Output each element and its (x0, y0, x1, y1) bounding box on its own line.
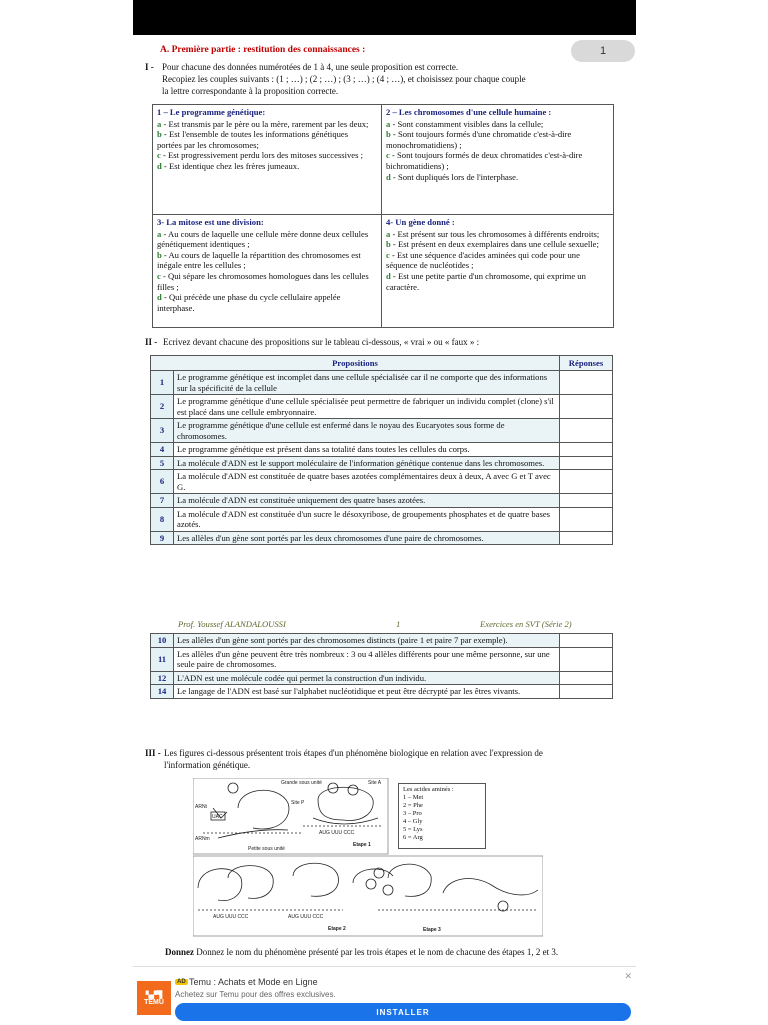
proposition-text: Le programme génétique est présent dans sa totalité dans toutes les cellules du corps. (174, 443, 560, 457)
table-row (151, 443, 613, 457)
footer-author: Prof. Youssef ALANDALOUSSI (178, 619, 286, 629)
qcm-option: b - Est l'ensemble de toutes les informations génétiques portées par les chromosomes; (157, 129, 349, 150)
amino-item: 1 – Met (403, 794, 424, 801)
q3-number: III - (145, 748, 161, 758)
q1-line1: Pour chacune des données numérotées de 1 à 4, une seule proposition est correcte. (162, 62, 459, 72)
row-number: 14 (151, 685, 174, 699)
qcm-option: c - Est progressivement perdu lors des mitoses successives ; (157, 150, 363, 161)
qcm-option: a - Sont constamment visibles dans la cellule; (386, 118, 544, 129)
qcm-option: d - Est une petite partie d'un chromosome, qui exprime un caractère. (386, 270, 586, 292)
answer-cell[interactable] (560, 470, 613, 494)
row-number: 1 (151, 371, 174, 395)
qcm-box-3 (153, 215, 378, 323)
row-number: 6 (151, 470, 174, 494)
row-number: 7 (151, 494, 174, 508)
right-margin (636, 0, 768, 1024)
label-uac: UAC (212, 814, 223, 820)
label-codons-3: AUG UUU CCC (288, 914, 324, 920)
qcm-option: a - Est transmis par le père ou la mère, rarement par les deux; (157, 118, 369, 129)
row-number: 3 (151, 419, 174, 443)
col-propositions: Propositions (151, 356, 560, 371)
section-a-heading: A. Première partie : restitution des connaissances : (160, 45, 366, 55)
answer-cell[interactable] (560, 371, 613, 395)
ad-banner[interactable] (133, 966, 636, 1025)
qcm-option: d - Est identique chez les frères jumeaux. (157, 160, 300, 171)
q1-line2: Recopiez les couples suivants : (1 ; …) ; (2 ; …) ; (3 ; …) ; (4 ; …), et choisissez pour chaque couple (162, 74, 526, 84)
ad-tag: AD (177, 979, 186, 985)
qcm-option: c - Qui sépare les chromosomes homologues dans les cellules filles ; (157, 270, 369, 292)
qcm-option: a - Au cours de laquelle une cellule mère donne deux cellules génétiquement identiques ; (157, 228, 369, 250)
q1-number: I - (145, 62, 154, 72)
close-icon[interactable]: ✕ (624, 971, 632, 981)
qcm-box-4 (382, 215, 607, 323)
proposition-text: Le programme génétique est incomplet dans une cellule spécialisée car il ne comporte que des informations sur la spécificité de la cellule (174, 371, 560, 395)
answer-cell[interactable] (560, 634, 613, 648)
answer-cell[interactable] (560, 507, 613, 531)
proposition-text: Les allèles d'un gène sont portés par les deux chromosomes d'une paire de chromosomes. (174, 531, 560, 545)
ad-title[interactable]: Temu : Achats et Mode en Ligne (189, 977, 318, 987)
proposition-text: La molécule d'ADN est constituée uniquement des quatre bases azotées. (174, 494, 560, 508)
q1-line3: la lettre correspondante à la proposition correcte. (162, 86, 339, 96)
install-button[interactable]: INSTALLER (175, 1003, 631, 1021)
q3-line1: Les figures ci-dessous présentent trois étapes d'un phénomène biologique en relation avec l'expression de (164, 748, 543, 758)
qcm-box-title: 1 – Le programme génétique: (157, 107, 266, 117)
table-row (151, 671, 613, 685)
label-petite-sous-unite: Petite sous unité (248, 846, 285, 852)
qcm-option: a - Est présent sur tous les chromosomes à différents endroits; (386, 228, 600, 239)
proposition-text: Le programme génétique d'une cellule spécialisée peut permettre de fabriquer un individu complet (clone) s'il est placé dans une cellule embryonnaire. (174, 395, 560, 419)
answer-cell[interactable] (560, 419, 613, 443)
label-arnm: ARNm (195, 836, 210, 842)
label-etape-1: Etape 1 (353, 842, 371, 848)
temu-logo[interactable]: ▚▞▜ TEMU (137, 981, 171, 1015)
qcm-option: c - Est une séquence d'acides aminées qui code pour une séquence de nucléotides ; (386, 249, 580, 271)
left-margin (0, 0, 133, 1024)
proposition-text: Le langage de l'ADN est basé sur l'alphabet nucléotidique et peut être décrypté par les êtres vivants. (174, 685, 560, 699)
label-etape-2: Etape 2 (328, 926, 346, 932)
amino-item: 5 = Lys (403, 826, 423, 833)
label-grande-sous-unite: Grande sous unité (281, 780, 322, 786)
label-site-p: Site P (291, 800, 305, 806)
proposition-text: Les allèles d'un gène peuvent être très nombreux : 3 ou 4 allèles différents pour une même personne, sur une seule paire de chromosomes. (174, 647, 560, 671)
row-number: 11 (151, 647, 174, 671)
answer-cell[interactable] (560, 395, 613, 419)
table-row (151, 531, 613, 545)
translation-diagram (193, 778, 543, 938)
qcm-option: c - Sont toujours formés de deux chromatides c'est-à-dire bichromatidiens) ; (386, 150, 583, 171)
footer-series: Exercices en SVT (Série 2) (480, 619, 572, 629)
proposition-text: Les allèles d'un gène sont portés par des chromosomes distincts (paire 1 et paire 7 par exemple). (174, 634, 560, 648)
proposition-text: Le programme génétique d'une cellule est enfermé dans le noyau des Eucaryotes sous forme de chromosomes. (174, 419, 560, 443)
table-row (151, 470, 613, 494)
qcm-box-1 (153, 105, 378, 213)
qcm-box-title: 4- Un gène donné : (386, 217, 455, 227)
answer-cell[interactable] (560, 494, 613, 508)
label-site-a: Site A (368, 780, 382, 786)
table-row (151, 371, 613, 395)
col-reponses: Réponses (560, 356, 613, 371)
table-row (151, 395, 613, 419)
table-row (151, 419, 613, 443)
label-codons-2: AUG UUU CCC (213, 914, 249, 920)
label-arnt: ARNt (195, 804, 207, 810)
qcm-option: b - Est présent en deux exemplaires dans une cellule sexuelle; (386, 239, 599, 250)
qcm-grid (152, 104, 614, 328)
ad-subtitle: Achetez sur Temu pour des offres exclusives. (175, 990, 336, 999)
table-row (151, 634, 613, 648)
table-row (151, 456, 613, 470)
table-row (151, 494, 613, 508)
table-row (151, 507, 613, 531)
qcm-option: b - Au cours de laquelle la répartition des chromosomes est inégale entre les cellules ; (157, 249, 361, 271)
qcm-option: d - Qui précède une phase du cycle cellulaire appelée interphase. (157, 292, 341, 313)
proposition-text: La molécule d'ADN est le support moléculaire de l'information génétique contenue dans les chromosomes. (174, 456, 560, 470)
amino-acid-legend (398, 783, 486, 849)
amino-title: Les acides aminés : (403, 786, 454, 793)
answer-cell[interactable] (560, 671, 613, 685)
footer-page: 1 (396, 619, 401, 629)
propositions-table (150, 355, 613, 545)
row-number: 5 (151, 456, 174, 470)
label-etape-3: Etape 3 (423, 927, 441, 933)
amino-item: 3 – Pro (403, 810, 422, 817)
page-indicator: 1 (571, 40, 635, 62)
answer-cell[interactable] (560, 531, 613, 545)
answer-cell[interactable] (560, 456, 613, 470)
qcm-box-title: 3- La mitose est une division: (157, 217, 264, 227)
row-number: 2 (151, 395, 174, 419)
q2-number: II - (145, 337, 158, 347)
top-bar (133, 0, 636, 35)
row-number: 10 (151, 634, 174, 648)
table-row (151, 685, 613, 699)
amino-item: 6 = Arg (403, 834, 423, 841)
amino-item: 2 = Phe (403, 802, 423, 809)
proposition-text: La molécule d'ADN est constituée d'un sucre le désoxyribose, de groupements phosphates et de quatre bases azotés. (174, 507, 560, 531)
row-number: 12 (151, 671, 174, 685)
answer-cell[interactable] (560, 685, 613, 699)
answer-cell[interactable] (560, 443, 613, 457)
table-row (151, 647, 613, 671)
q3-question: Donnez Donnez le nom du phénomène présenté par les trois étapes et le nom de chacune des étapes 1, 2 et 3. (165, 947, 559, 957)
row-number: 9 (151, 531, 174, 545)
row-number: 4 (151, 443, 174, 457)
proposition-text: L'ADN est une molécule codée qui permet la construction d'un individu. (174, 671, 560, 685)
proposition-text: La molécule d'ADN est constituée de quatre bases azotées complémentaires deux à deux, A avec G et T avec G. (174, 470, 560, 494)
q3-line2: l'information génétique. (164, 760, 251, 770)
propositions-table-continued (150, 633, 613, 699)
row-number: 8 (151, 507, 174, 531)
amino-item: 4 – Gly (403, 818, 423, 825)
qcm-box-2 (382, 105, 607, 213)
label-codons-1: AUG UUU CCC (319, 830, 355, 836)
qcm-box-title: 2 – Les chromosomes d'une cellule humaine : (386, 107, 552, 117)
qcm-option: d - Sont dupliqués lors de l'interphase. (386, 171, 519, 182)
q2-instruction: Ecrivez devant chacune des propositions sur le tableau ci-dessous, « vrai » ou « faux » : (163, 337, 480, 347)
answer-cell[interactable] (560, 647, 613, 671)
qcm-option: b - Sont toujours formés d'une chromatide c'est-à-dire monochromatidiens) ; (386, 129, 572, 150)
